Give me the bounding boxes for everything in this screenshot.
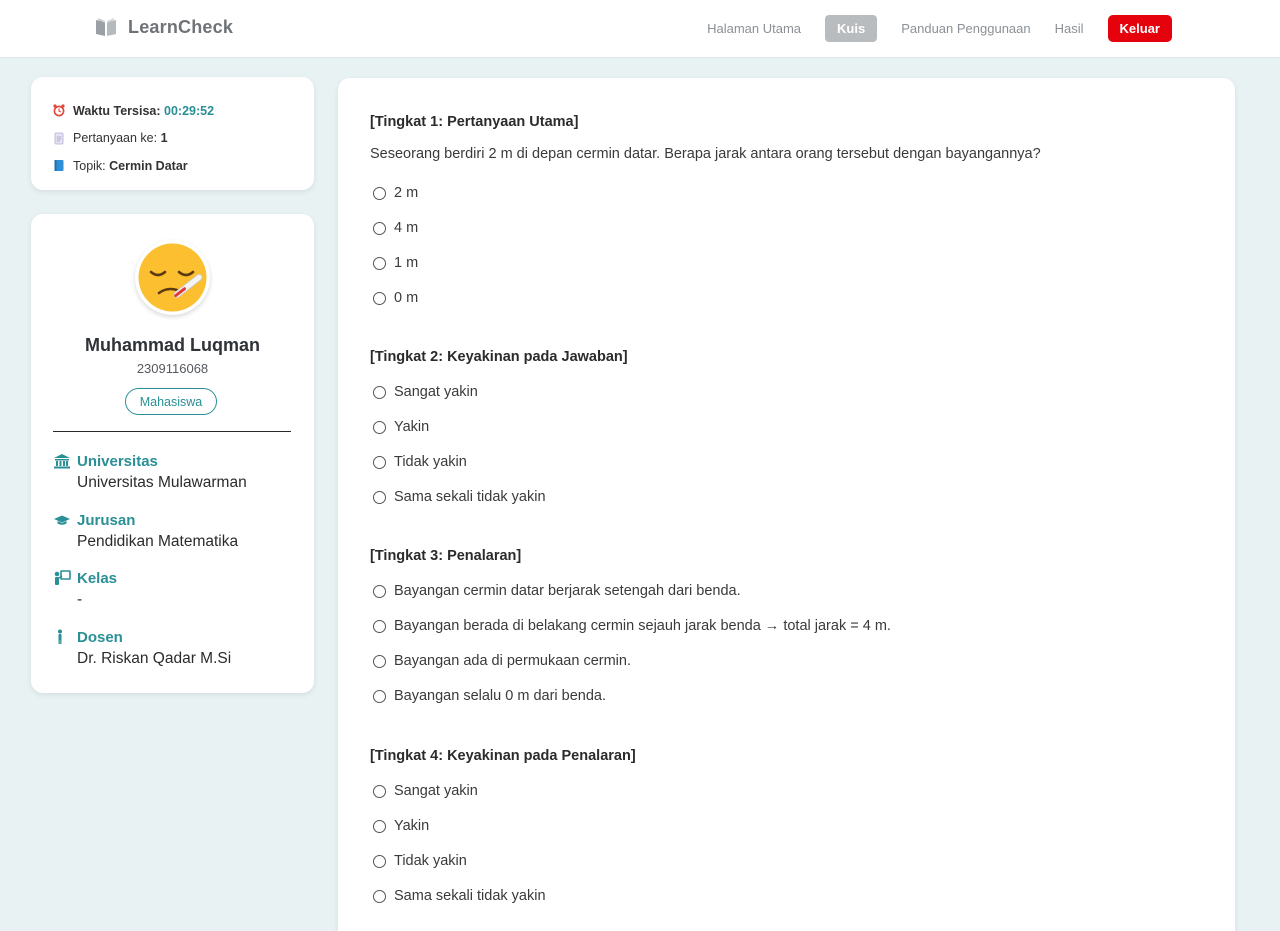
field-major bbox=[53, 510, 293, 551]
tier4-option[interactable]: Yakin bbox=[373, 818, 429, 834]
open-book-icon bbox=[94, 16, 118, 38]
profile-name: Muhammad Luqman bbox=[84, 335, 260, 355]
field-label-lecturer: Dosen bbox=[77, 628, 123, 646]
page-icon bbox=[53, 132, 65, 145]
tier4-option[interactable]: Tidak yakin bbox=[373, 853, 467, 869]
person-icon bbox=[53, 629, 71, 645]
radio-button[interactable] bbox=[373, 187, 386, 200]
field-value-lecturer: Dr. Riskan Qadar M.Si bbox=[77, 650, 232, 667]
radio-button[interactable] bbox=[373, 785, 386, 798]
radio-button[interactable] bbox=[373, 491, 386, 504]
radio-button[interactable] bbox=[373, 820, 386, 833]
classroom-icon bbox=[53, 570, 71, 586]
blue-book-icon bbox=[53, 159, 65, 172]
radio-button[interactable] bbox=[373, 257, 386, 270]
profile-card bbox=[31, 214, 314, 693]
brand[interactable] bbox=[94, 16, 233, 38]
field-value-major: Pendidikan Matematika bbox=[77, 533, 239, 550]
nav-quiz[interactable]: Kuis bbox=[825, 15, 877, 42]
field-class bbox=[53, 568, 293, 609]
tier2-option[interactable]: Sangat yakin bbox=[373, 384, 478, 400]
alarm-clock-icon bbox=[53, 104, 65, 117]
timer-row bbox=[53, 97, 292, 125]
question-label: Pertanyaan ke: bbox=[73, 131, 158, 146]
radio-button[interactable] bbox=[373, 585, 386, 598]
sick-face-emoji-icon bbox=[135, 240, 210, 315]
tier3-option[interactable]: Bayangan cermin datar berjarak setengah dari benda. bbox=[373, 583, 741, 599]
graduation-cap-icon bbox=[53, 512, 71, 528]
tier1-option[interactable]: 1 m bbox=[373, 255, 418, 271]
main-nav bbox=[695, 15, 1172, 42]
field-value-university: Universitas Mulawarman bbox=[77, 474, 247, 491]
tier4-option[interactable]: Sangat yakin bbox=[373, 783, 478, 799]
quiz-info-card bbox=[31, 77, 314, 190]
field-label-major: Jurusan bbox=[77, 511, 136, 529]
nav-results[interactable]: Hasil bbox=[1054, 21, 1084, 36]
logout-button[interactable]: Keluar bbox=[1108, 15, 1172, 42]
field-university bbox=[53, 451, 293, 492]
divider bbox=[53, 431, 291, 432]
tier3-heading: [Tingkat 3: Penalaran] bbox=[370, 548, 522, 564]
top-navbar bbox=[0, 0, 1280, 58]
avatar bbox=[135, 240, 210, 315]
radio-button[interactable] bbox=[373, 222, 386, 235]
tier4-heading: [Tingkat 4: Keyakinan pada Penalaran] bbox=[370, 748, 636, 764]
radio-button[interactable] bbox=[373, 655, 386, 668]
tier1-option[interactable]: 0 m bbox=[373, 290, 418, 306]
tier4-option[interactable]: Sama sekali tidak yakin bbox=[373, 888, 546, 904]
radio-button[interactable] bbox=[373, 855, 386, 868]
field-label-university: Universitas bbox=[77, 452, 158, 470]
quiz-card bbox=[338, 78, 1235, 931]
tier2-option[interactable]: Sama sekali tidak yakin bbox=[373, 489, 546, 505]
topic-label: Topik: bbox=[73, 158, 106, 173]
tier2-heading: [Tingkat 2: Keyakinan pada Jawaban] bbox=[370, 349, 628, 365]
tier1-option[interactable]: 4 m bbox=[373, 220, 418, 236]
question-number-row bbox=[53, 125, 292, 153]
field-lecturer bbox=[53, 627, 293, 668]
timer-label: Waktu Tersisa: bbox=[73, 103, 161, 118]
topic-row bbox=[53, 152, 292, 180]
radio-button[interactable] bbox=[373, 620, 386, 633]
radio-button[interactable] bbox=[373, 890, 386, 903]
brand-name: LearnCheck bbox=[128, 16, 234, 37]
radio-button[interactable] bbox=[373, 690, 386, 703]
tier3-option[interactable]: Bayangan ada di permukaan cermin. bbox=[373, 653, 631, 669]
topic-value: Cermin Datar bbox=[109, 158, 188, 173]
nav-home[interactable]: Halaman Utama bbox=[707, 21, 802, 36]
profile-student-id: 2309116068 bbox=[136, 361, 209, 376]
tier1-heading: [Tingkat 1: Pertanyaan Utama] bbox=[370, 114, 579, 130]
radio-button[interactable] bbox=[373, 456, 386, 469]
tier3-option[interactable]: Bayangan selalu 0 m dari benda. bbox=[373, 688, 606, 704]
tier1-question: Seseorang berdiri 2 m di depan cermin datar. Berapa jarak antara orang tersebut dengan bayangannya? bbox=[370, 146, 1041, 162]
tier3-option[interactable]: Bayangan berada di belakang cermin sejauh jarak benda → total jarak = 4 m. bbox=[373, 618, 891, 634]
nav-guide[interactable]: Panduan Penggunaan bbox=[901, 21, 1031, 36]
timer-value: 00:29:52 bbox=[164, 103, 215, 118]
university-icon bbox=[53, 453, 71, 469]
radio-button[interactable] bbox=[373, 421, 386, 434]
field-value-class: - bbox=[77, 591, 83, 608]
tier1-option[interactable]: 2 m bbox=[373, 185, 418, 201]
role-badge: Mahasiswa bbox=[125, 388, 217, 415]
field-label-class: Kelas bbox=[77, 569, 118, 587]
tier2-option[interactable]: Yakin bbox=[373, 419, 429, 435]
tier2-option[interactable]: Tidak yakin bbox=[373, 454, 467, 470]
radio-button[interactable] bbox=[373, 386, 386, 399]
question-value: 1 bbox=[160, 131, 168, 146]
radio-button[interactable] bbox=[373, 292, 386, 305]
